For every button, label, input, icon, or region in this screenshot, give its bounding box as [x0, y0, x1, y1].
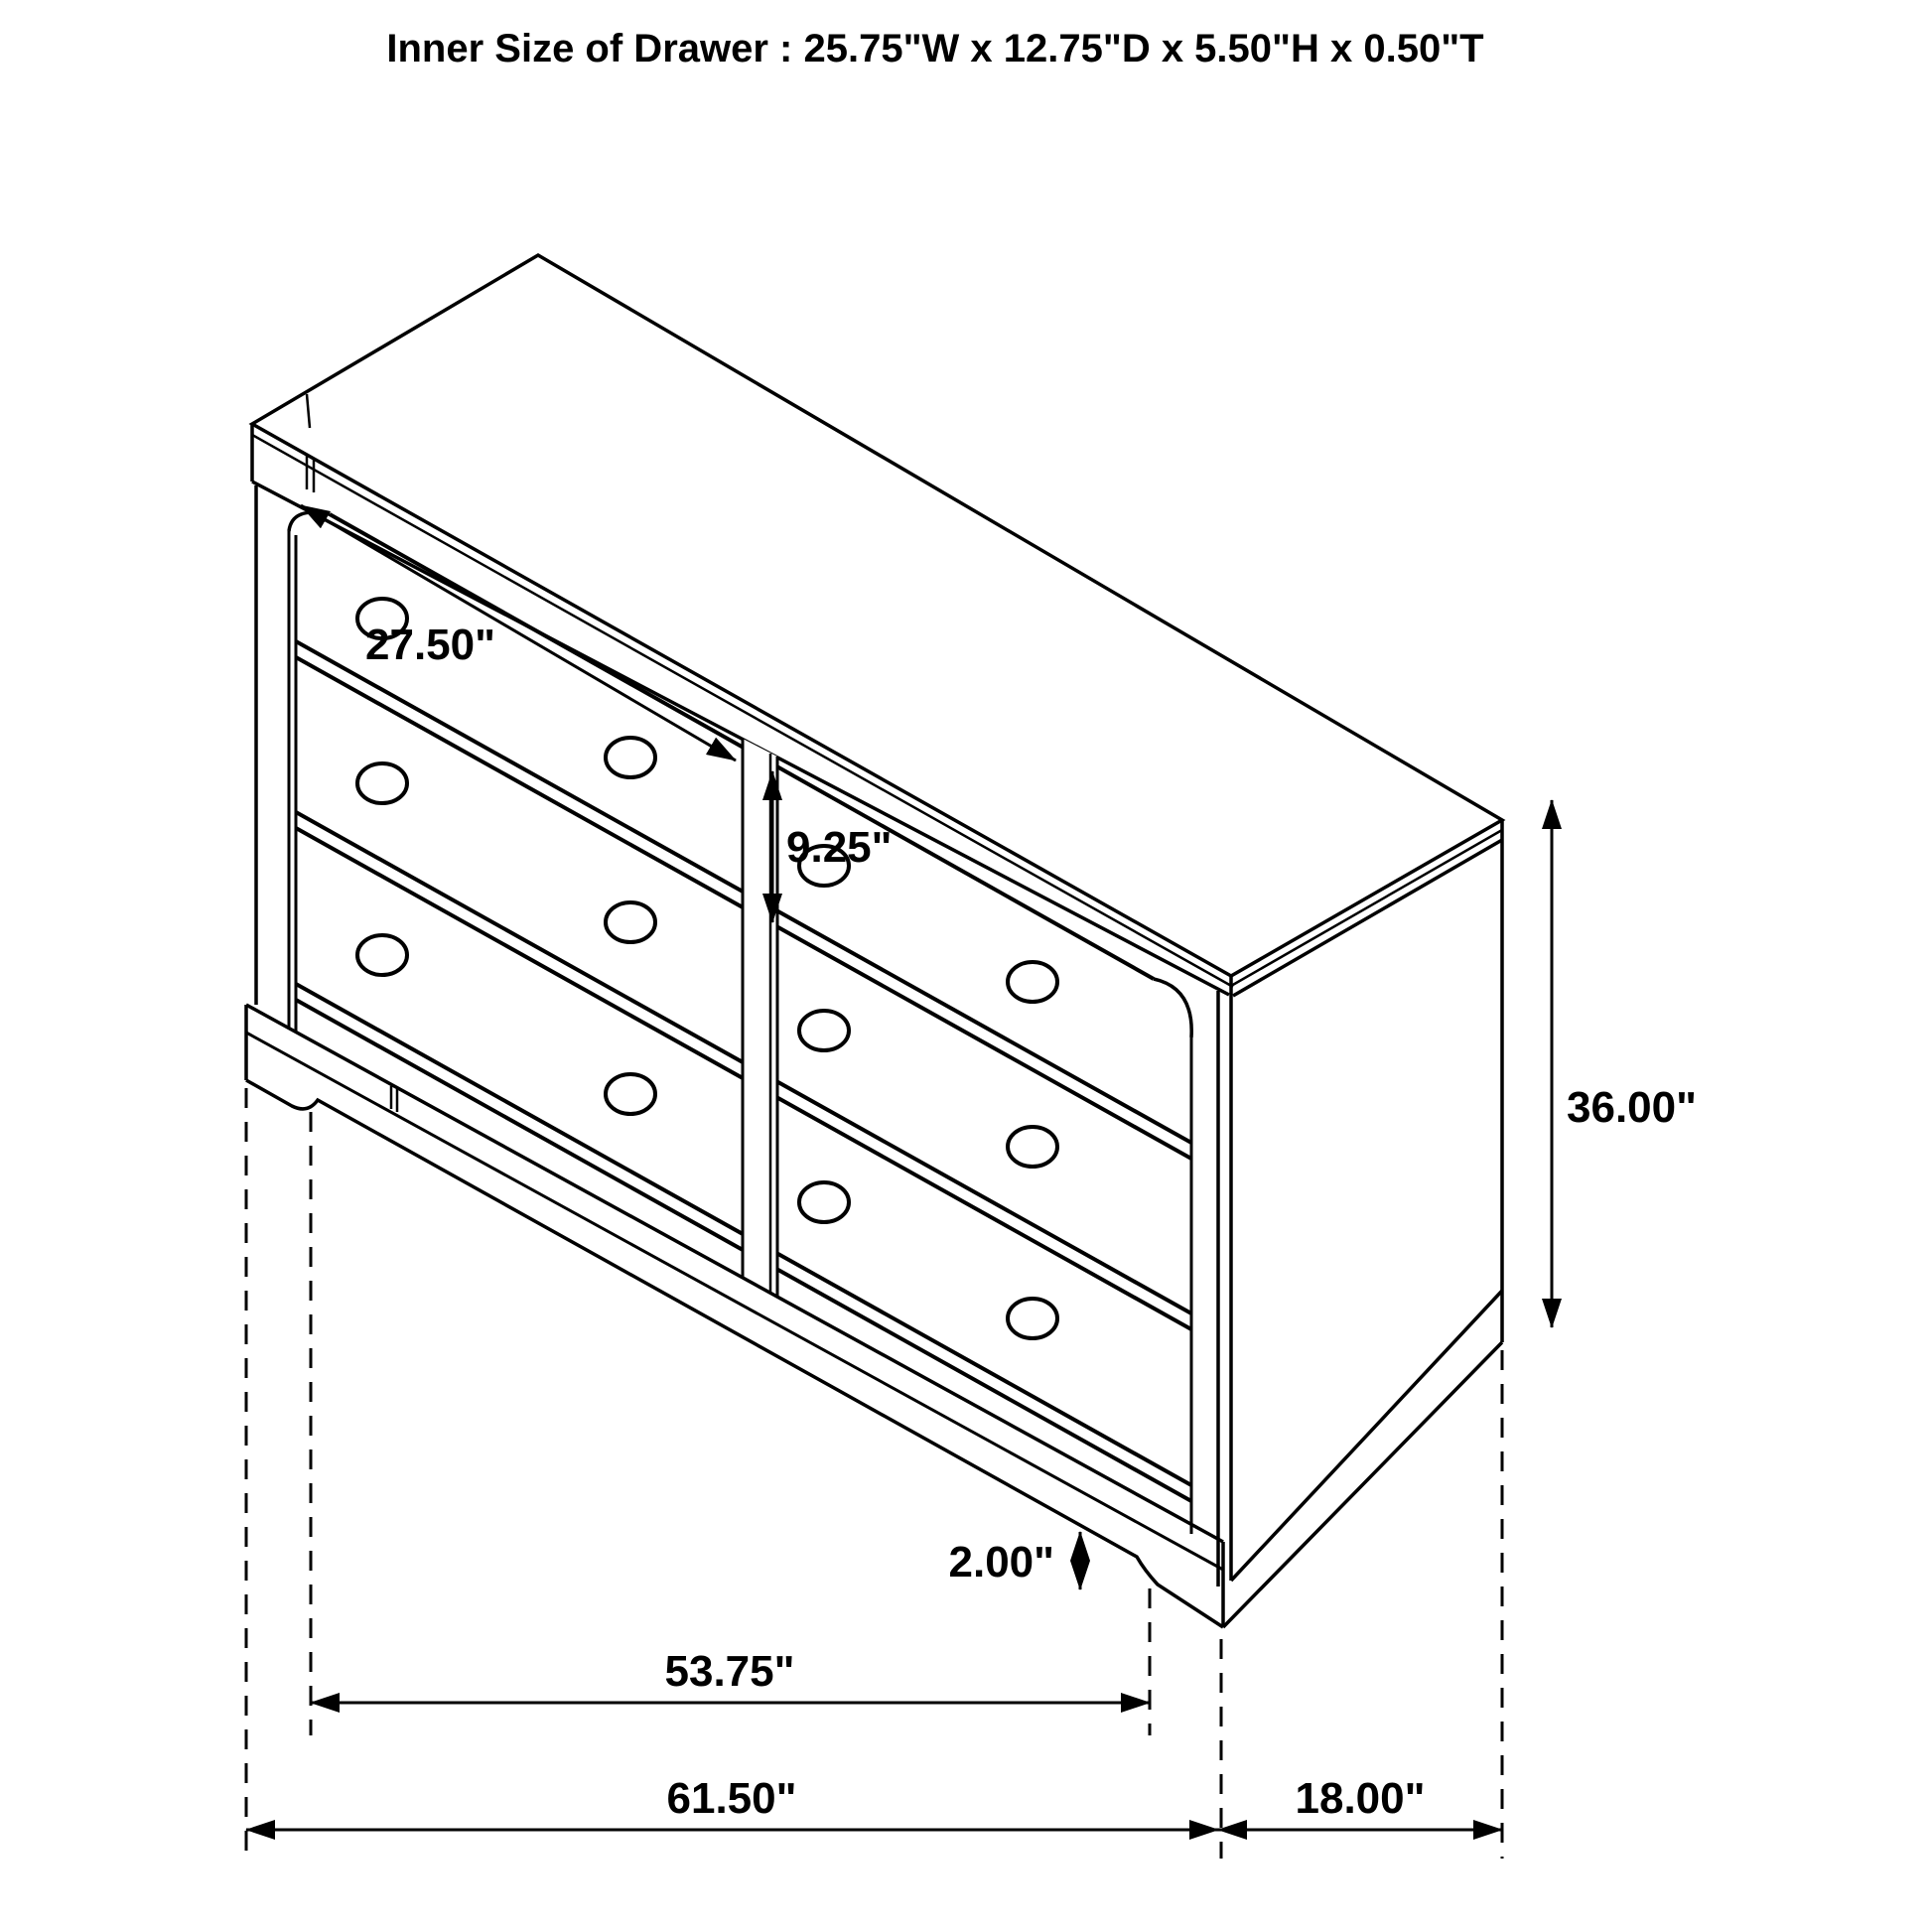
dim-label-overall-width: 61.50"	[666, 1774, 797, 1823]
dim-label-overall-depth: 18.00"	[1295, 1774, 1426, 1823]
dim-label-leg-span: 53.75"	[664, 1647, 795, 1696]
diagram-title: Inner Size of Drawer : 25.75"W x 12.75"D x 5.50"H x 0.50"T	[386, 27, 1484, 70]
dim-label-drawer-height: 9.25"	[786, 823, 893, 872]
dim-label-drawer-diagonal: 27.50"	[365, 621, 495, 669]
dim-label-base-height: 2.00"	[948, 1538, 1054, 1587]
dim-label-overall-height: 36.00"	[1567, 1083, 1697, 1132]
